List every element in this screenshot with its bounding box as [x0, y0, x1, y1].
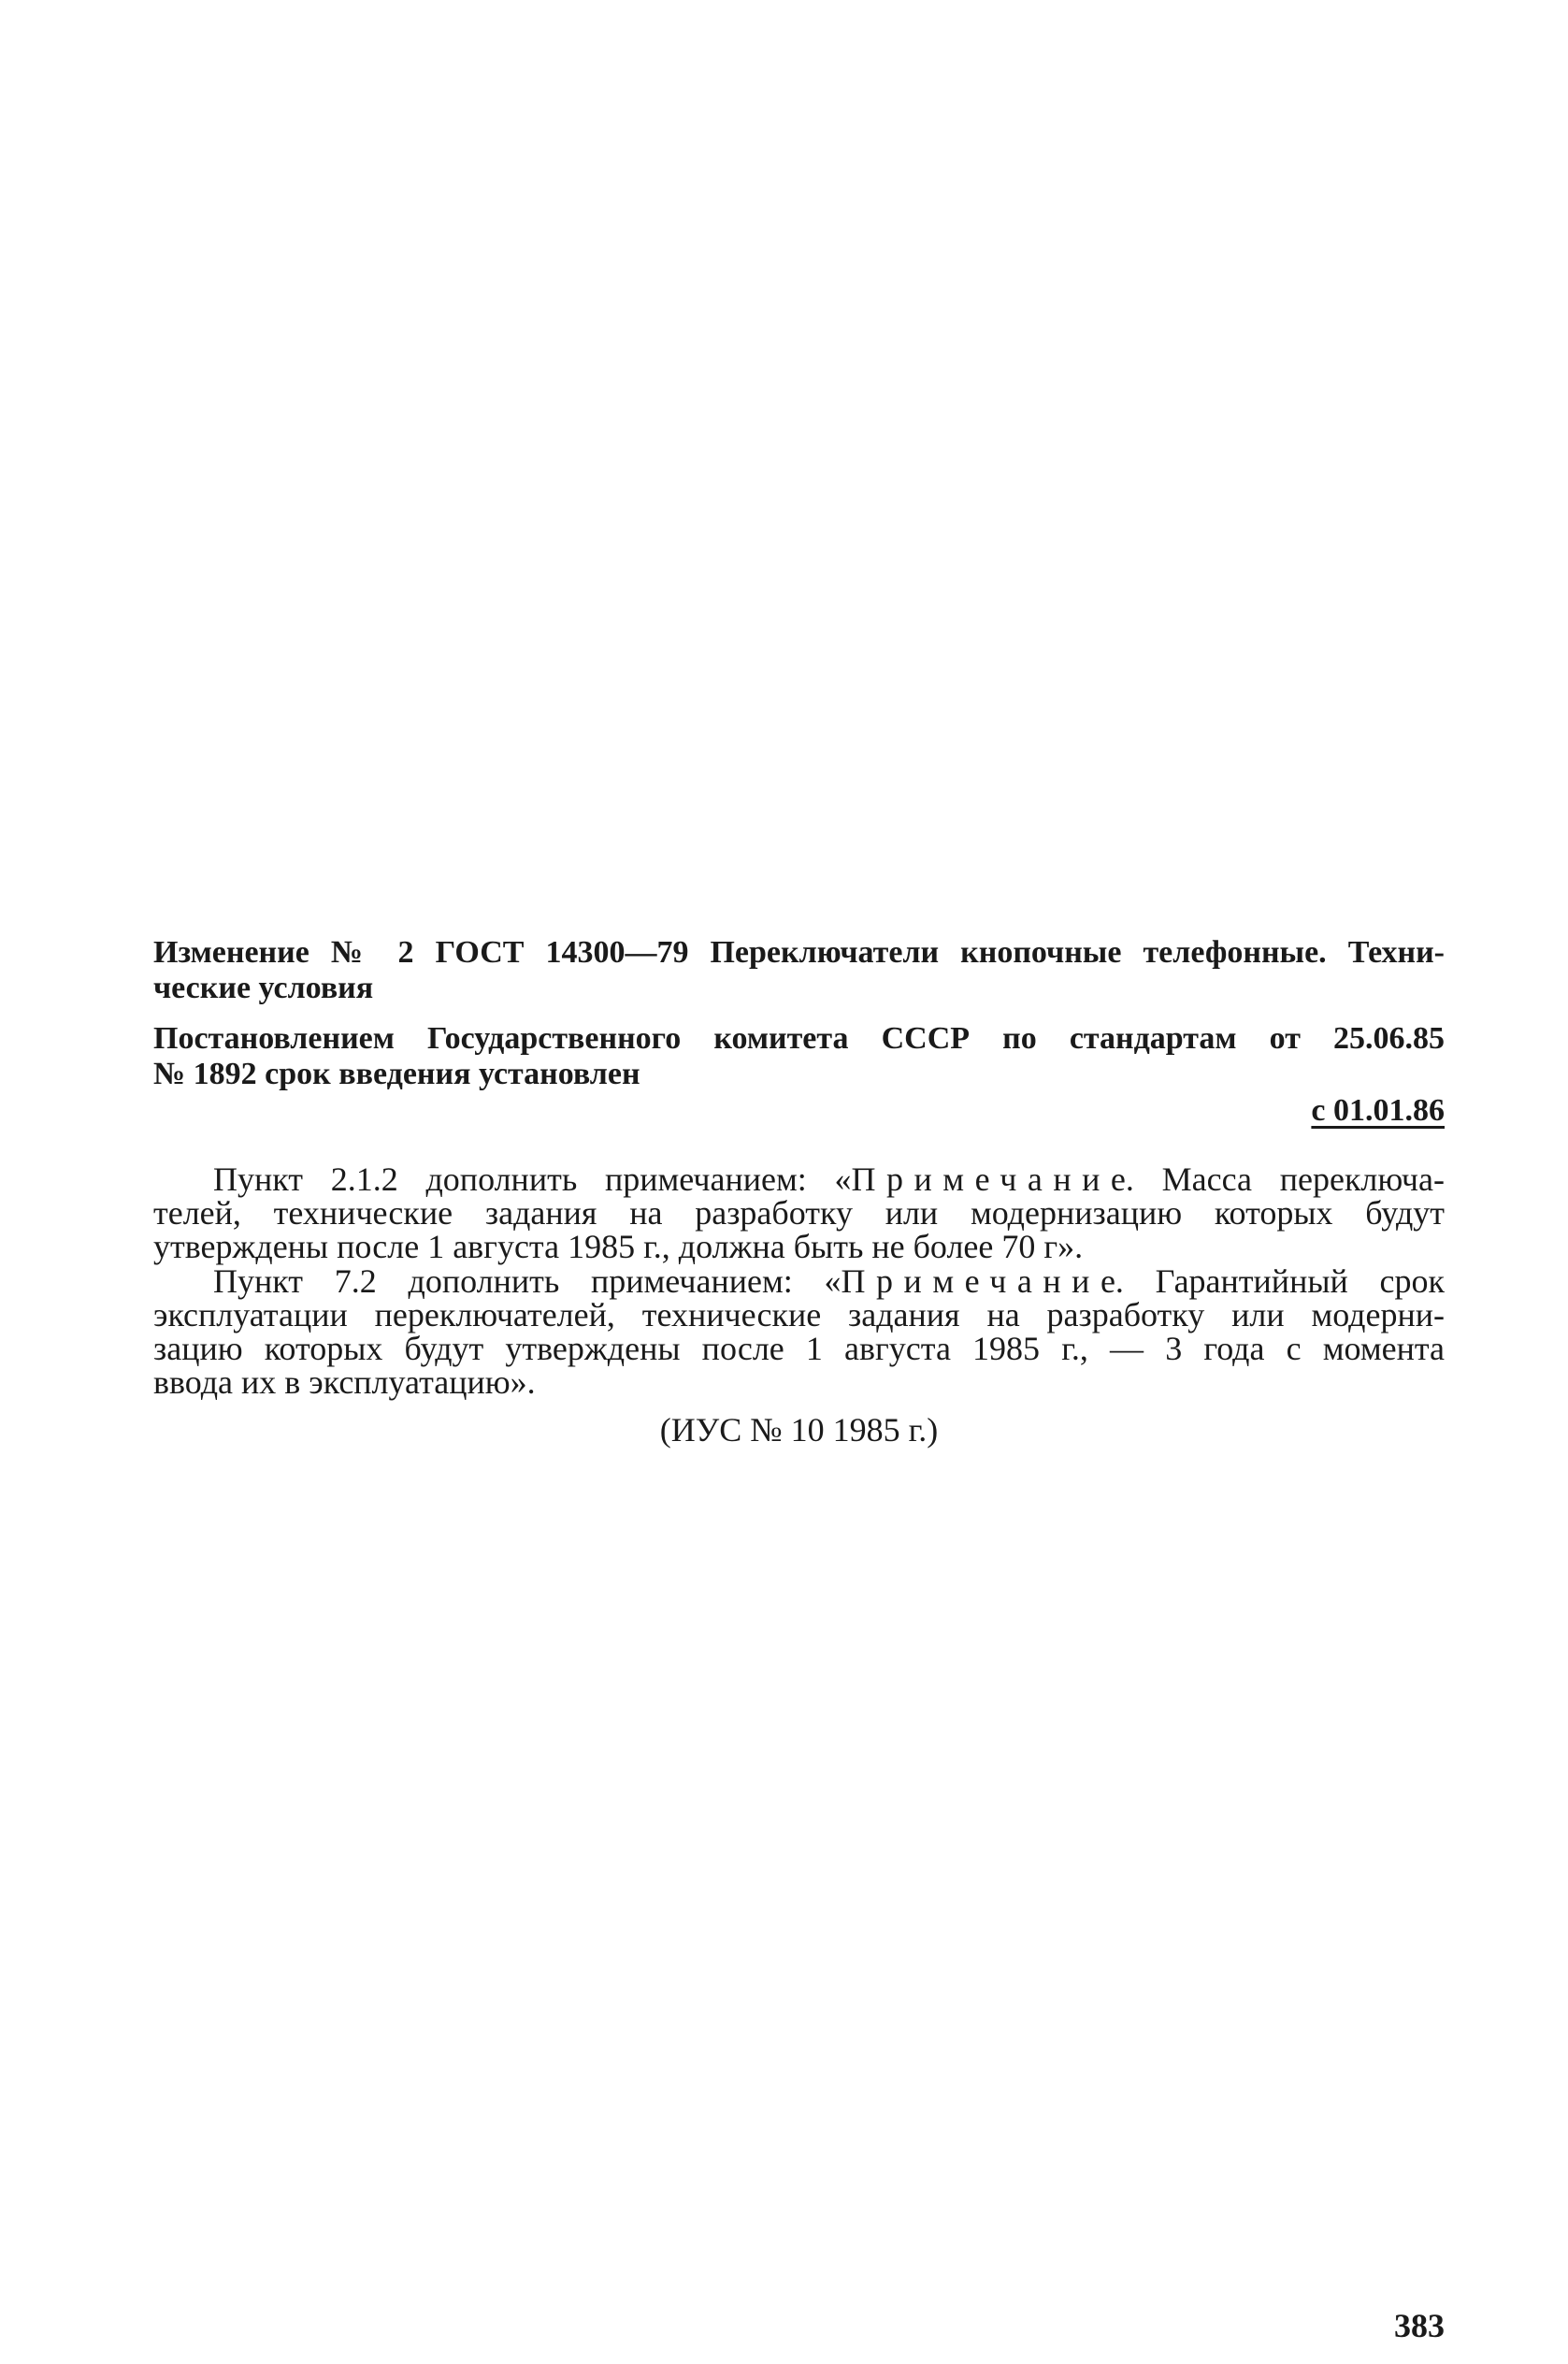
heading-line-1: Изменение № 2 ГОСТ 14300—79 Переключатели кнопочные телефонные. Техни- [153, 935, 1445, 970]
paragraph-line-end: . Масса переключа- [1125, 1160, 1445, 1198]
paragraph-line-start: Пункт 7.2 дополнить примечанием: « [213, 1261, 842, 1300]
paragraph-line: телей, технические задания на разработку или модернизацию которых будут [153, 1194, 1445, 1232]
decree-line-1: Постановлением Государственного комитета СССР по стандартам от 25.06.85 [153, 1021, 1445, 1056]
paragraph-line [153, 1162, 1445, 1196]
heading-line-2: ческие условия [153, 971, 374, 1005]
decree-line-2: № 1892 срок введения установлен [153, 1057, 640, 1091]
paragraph-line: ввода их в эксплуатацию». [153, 1363, 536, 1402]
effective-date-row [153, 1093, 1445, 1129]
page-number: 383 [1394, 2307, 1445, 2344]
paragraph-line-start: Пункт 2.1.2 дополнить примечанием: « [213, 1160, 852, 1198]
paragraph-clause-2-1-2 [153, 1162, 1445, 1264]
amendment-text [153, 1160, 1445, 1402]
paragraph-line: эксплуатации переключателей, технические задания на разработку или модерни- [153, 1295, 1445, 1333]
paragraph-clause-7-2 [153, 1261, 1445, 1402]
note-emphasis: Примечание [851, 1160, 1137, 1198]
paragraph-line: утверждены после 1 августа 1985 г., должна быть не более 70 г». [153, 1228, 1084, 1266]
source-reference: (ИУС № 10 1985 г.) [659, 1411, 939, 1449]
paragraph-line: зацию которых будут утверждены после 1 августа 1985 г., — 3 года с момента [153, 1330, 1445, 1368]
effective-date: с 01.01.86 [1311, 1093, 1445, 1128]
paragraph-line-end: . Гарантийный срок [1115, 1261, 1445, 1300]
note-emphasis: Примечание [841, 1261, 1127, 1300]
decree-statement [153, 1021, 1445, 1092]
paragraph-line [153, 1261, 1445, 1300]
amendment-heading [153, 935, 1445, 1006]
